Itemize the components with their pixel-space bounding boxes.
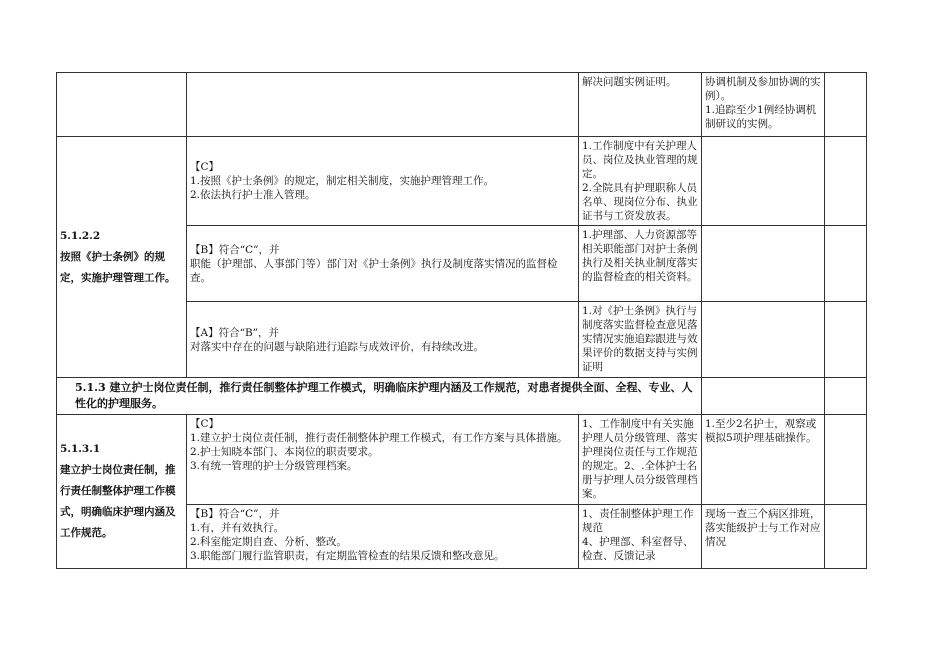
table-cell — [702, 137, 825, 226]
table-cell — [825, 415, 867, 505]
table-cell — [825, 302, 867, 378]
criteria-cell: 【C】 1.按照《护士条例》的规定，制定相关制度，实施护理管理工作。 2.依法执行护士准入管理。 — [187, 137, 579, 226]
requirement-cell-5122 — [57, 137, 187, 378]
table-cell — [825, 378, 867, 415]
table-cell — [702, 378, 825, 415]
table-row — [57, 415, 867, 505]
method-cell — [702, 73, 825, 137]
evidence-cell: 1、工作制度中有关实施护理人员分级管理、落实护理岗位责任与工作规范的规定。2、.全体护士名册与护理人员分级管理档案。 — [579, 415, 702, 505]
criteria-cell: 【C】 1.建立护士岗位责任制，推行责任制整体护理工作模式，有工作方案与具体措施。 2.护士知晓本部门、本岗位的职责要求。 3.有统一管理的护士分级管理档案。 — [187, 415, 579, 505]
table-cell — [825, 137, 867, 226]
table-row — [57, 137, 867, 226]
item-code: 5.1.2.2 — [60, 229, 101, 242]
evidence-cell: 1、责任制整体护理工作规范 4、护理部、科室督导、检查、反馈记录 — [579, 505, 702, 569]
item-title: 建立护士岗位责任制，推行责任制整体护理工作模式，明确临床护理内涵及工作规范。 — [60, 464, 176, 539]
table-cell — [825, 226, 867, 302]
evidence-cell: 1.对《护士条例》执行与制度落实监督检查意见落实情况实施追踪跟进与效果评价的数据支持与实例证明 — [579, 302, 702, 378]
standards-table — [56, 72, 867, 569]
method-line: 协调机制及参加协调的实例）。 — [705, 76, 821, 102]
criteria-cell: 【B】符合“C”，并 1.有，并有效执行。 2.科室能定期自查、分析、整改。 3.职能部门履行监管职责，有定期监管检查的结果反馈和整改意见。 — [187, 505, 579, 569]
table-cell — [702, 302, 825, 378]
requirement-cell-5131 — [57, 415, 187, 569]
table-cell — [825, 73, 867, 137]
item-title: 按照《护士条例》的规定，实施护理管理工作。 — [60, 250, 176, 284]
table-row — [57, 73, 867, 137]
criteria-cell: 【A】符合“B”，并 对落实中存在的问题与缺陷进行追踪与成效评价，有持续改进。 — [187, 302, 579, 378]
table-cell — [187, 73, 579, 137]
table-cell — [702, 226, 825, 302]
criteria-cell: 【B】符合“C”，并 职能（护理部、人事部门等）部门对《护士条例》执行及制度落实情况的监督检查。 — [187, 226, 579, 302]
method-line: 1.追踪至少1例经协调机制研议的实例。 — [705, 104, 817, 130]
evidence-cell: 1.工作制度中有关护理人员、岗位及执业管理的规定。 2.全院具有护理职称人员名单、现岗位分布、执业证书与工资发放表。 — [579, 137, 702, 226]
table-cell — [825, 505, 867, 569]
evidence-cell: 1.护理部、人力资源部等相关职能部门对护士条例执行及相关执业制度落实的监督检查的相关资料。 — [579, 226, 702, 302]
method-cell: 现场一查三个病区排班，落实能级护士与工作对应情况 — [702, 505, 825, 569]
section-row — [57, 378, 867, 415]
evidence-cell: 解决问题实例证明。 — [579, 73, 702, 137]
item-code: 5.1.3.1 — [60, 443, 101, 455]
table-cell — [57, 73, 187, 137]
section-heading: 5.1.3 建立护士岗位责任制，推行责任制整体护理工作模式，明确临床护理内涵及工作规范，对患者提供全面、全程、专业、人性化的护理服务。 — [57, 378, 702, 415]
method-cell: 1.至少2名护士，观察或模拟5项护理基础操作。 — [702, 415, 825, 505]
